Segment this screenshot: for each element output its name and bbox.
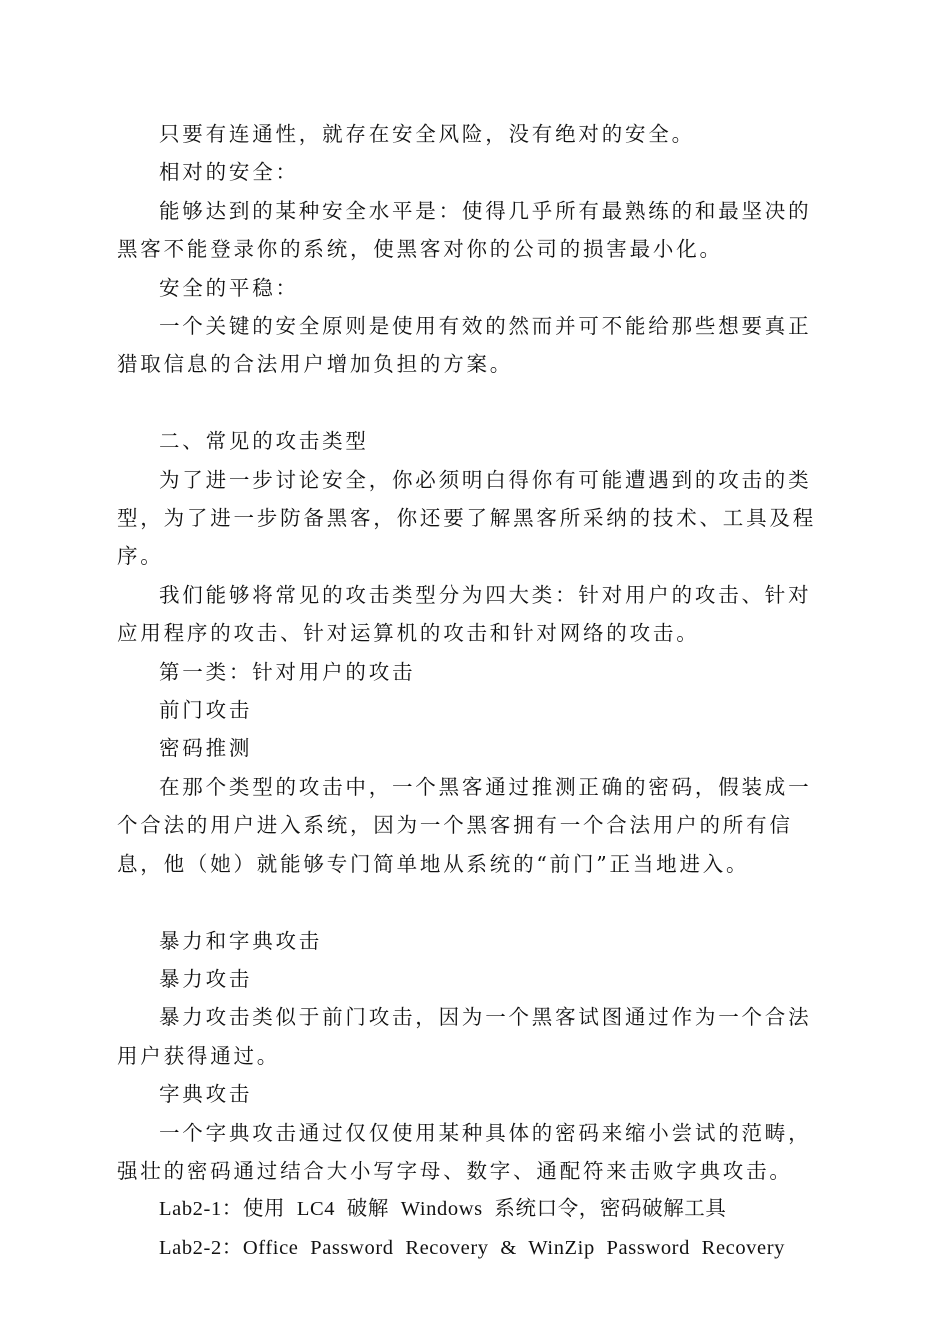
section-heading: 二、常见的攻击类型 <box>159 429 369 454</box>
lab-line: Lab2-1：使用 LC4 破解 Windows 系统口令，密码破解工具 <box>159 1198 727 1221</box>
paragraph: 相对的安全： <box>159 160 299 185</box>
paragraph: 字典攻击 <box>159 1082 253 1107</box>
paragraph: 暴力攻击类似于前门攻击，因为一个黑客试图通过作为一个合法用户获得通过。 <box>117 1005 812 1068</box>
paragraph: 一个字典攻击通过仅仅使用某种具体的密码来缩小尝试的范畴，强壮的密码通过结合大小写字母、数字、通配符来击败字典攻击。 <box>117 1120 812 1183</box>
paragraph: 第一类：针对用户的攻击 <box>159 659 416 684</box>
paragraph: 一个关键的安全原则是使用有效的然而并可不能给那些想要真正猎取信息的合法用户增加负担的方案。 <box>117 314 812 377</box>
paragraph: 能够达到的某种安全水平是：使得几乎所有最熟练的和最坚决的黑客不能登录你的系统，使黑客对你的公司的损害最小化。 <box>117 198 812 262</box>
paragraph: 在那个类型的攻击中，一个黑客通过推测正确的密码，假装成一个合法的用户进入系统，因为一个黑客拥有一个合法用户的所有信息，他（她）就能够专门简单地从系统的“前门”正当地进入。 <box>117 774 812 876</box>
paragraph: 暴力攻击 <box>159 966 253 991</box>
blank-line <box>117 384 831 422</box>
document-body <box>117 115 831 1267</box>
paragraph: 为了进一步讨论安全，你必须明白得你有可能遭遇到的攻击的类型，为了进一步防备黑客，你还要了解黑客所采纳的技术、工具及程序。 <box>117 467 816 569</box>
paragraph: 密码推测 <box>159 736 253 761</box>
paragraph: 暴力和字典攻击 <box>159 928 323 953</box>
lab-line: Lab2-2：Office Password Recovery & WinZip Password Recovery <box>159 1236 786 1259</box>
paragraph: 只要有连通性，就存在安全风险，没有绝对的安全。 <box>159 122 695 146</box>
blank-line <box>117 883 831 921</box>
paragraph: 安全的平稳： <box>159 275 299 300</box>
paragraph: 我们能够将常见的攻击类型分为四大类：针对用户的攻击、针对应用程序的攻击、针对运算机的攻击和针对网络的攻击。 <box>117 582 812 646</box>
paragraph: 前门攻击 <box>159 698 253 723</box>
